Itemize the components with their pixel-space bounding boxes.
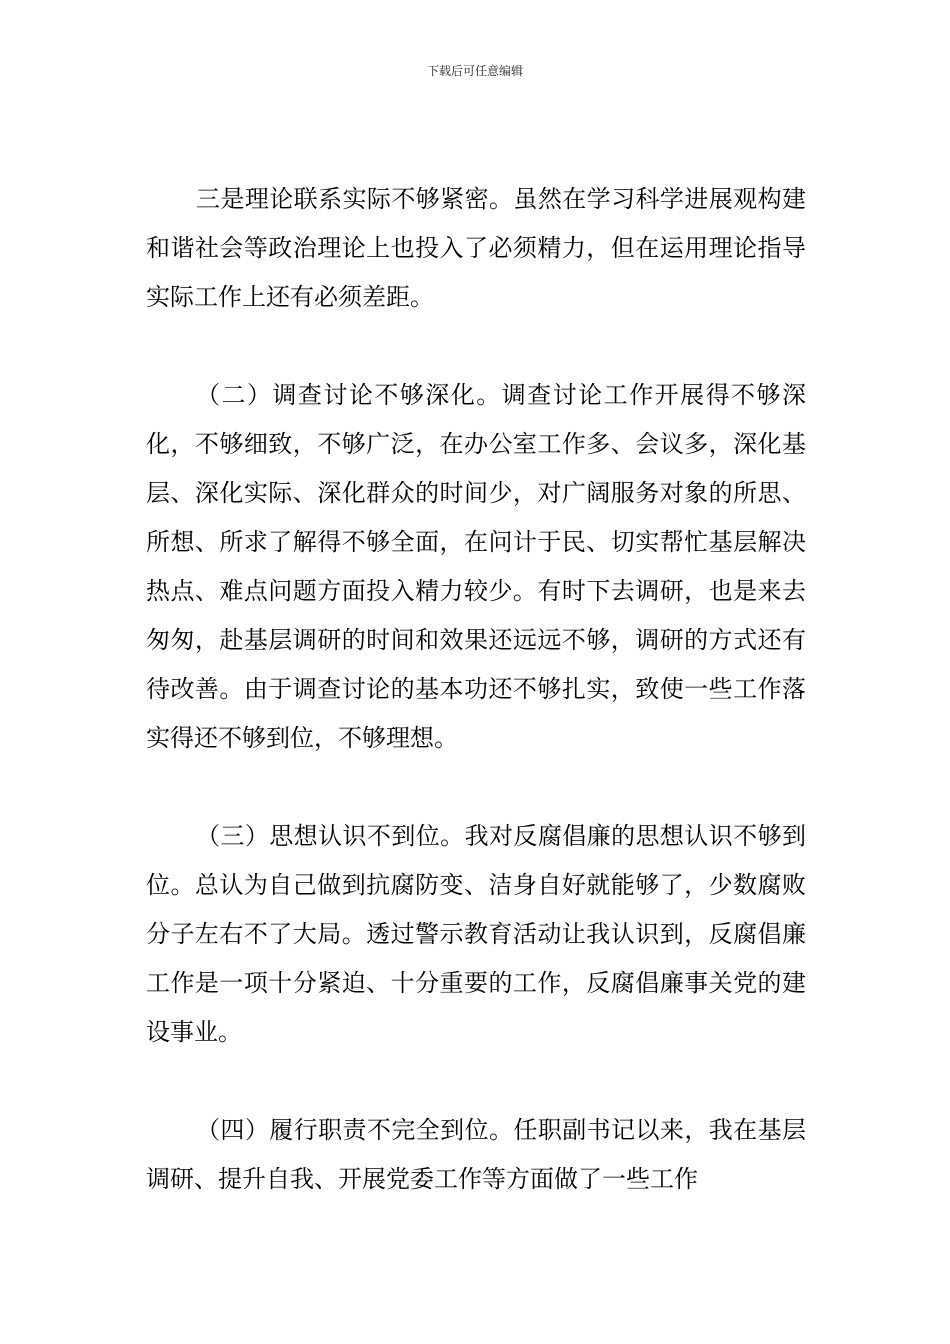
paragraph-duties: （四）履行职责不完全到位。任职副书记以来，我在基层调研、提升自我、开展党委工作等方面做了一些工作 (146, 1116, 807, 1193)
page-header: 下载后可任意编辑 (426, 64, 523, 78)
document-body (146, 175, 806, 1204)
paragraph-theory-practice: 三是理论联系实际不够紧密。虽然在学习科学进展观构建和谐社会等政治理论上也投入了必须精力，但在运用理论指导实际工作上还有必须差距。 (146, 185, 807, 311)
paragraph-investigation: （二）调查讨论不够深化。调查讨论工作开展得不够深化，不够细致，不够广泛，在办公室工作多、会议多，深化基层、深化实际、深化群众的时间少，对广阔服务对象的所思、所想、所求了解得不够全面，在问计于民、切实帮忙基层解决热点、难点问题方面投入精力较少。有时下去调研，也是来去匆匆，赴基层调研的时间和效果还远远不够，调研的方式还有待改善。由于调查讨论的基本功还不够扎实，致使一些工作落实得还不够到位，不够理想。 (146, 381, 807, 752)
paragraph-gap (146, 1057, 806, 1106)
paragraph-awareness: （三）思想认识不到位。我对反腐倡廉的思想认识不够到位。总认为自己做到抗腐防变、洁身自好就能够了，少数腐败分子左右不了大局。透过警示教育活动让我认识到，反腐倡廉工作是一项十分紧迫、十分重要的工作，反腐倡廉事关党的建设事业。 (146, 822, 807, 1046)
paragraph-gap (146, 763, 806, 812)
paragraph-gap (146, 322, 806, 371)
